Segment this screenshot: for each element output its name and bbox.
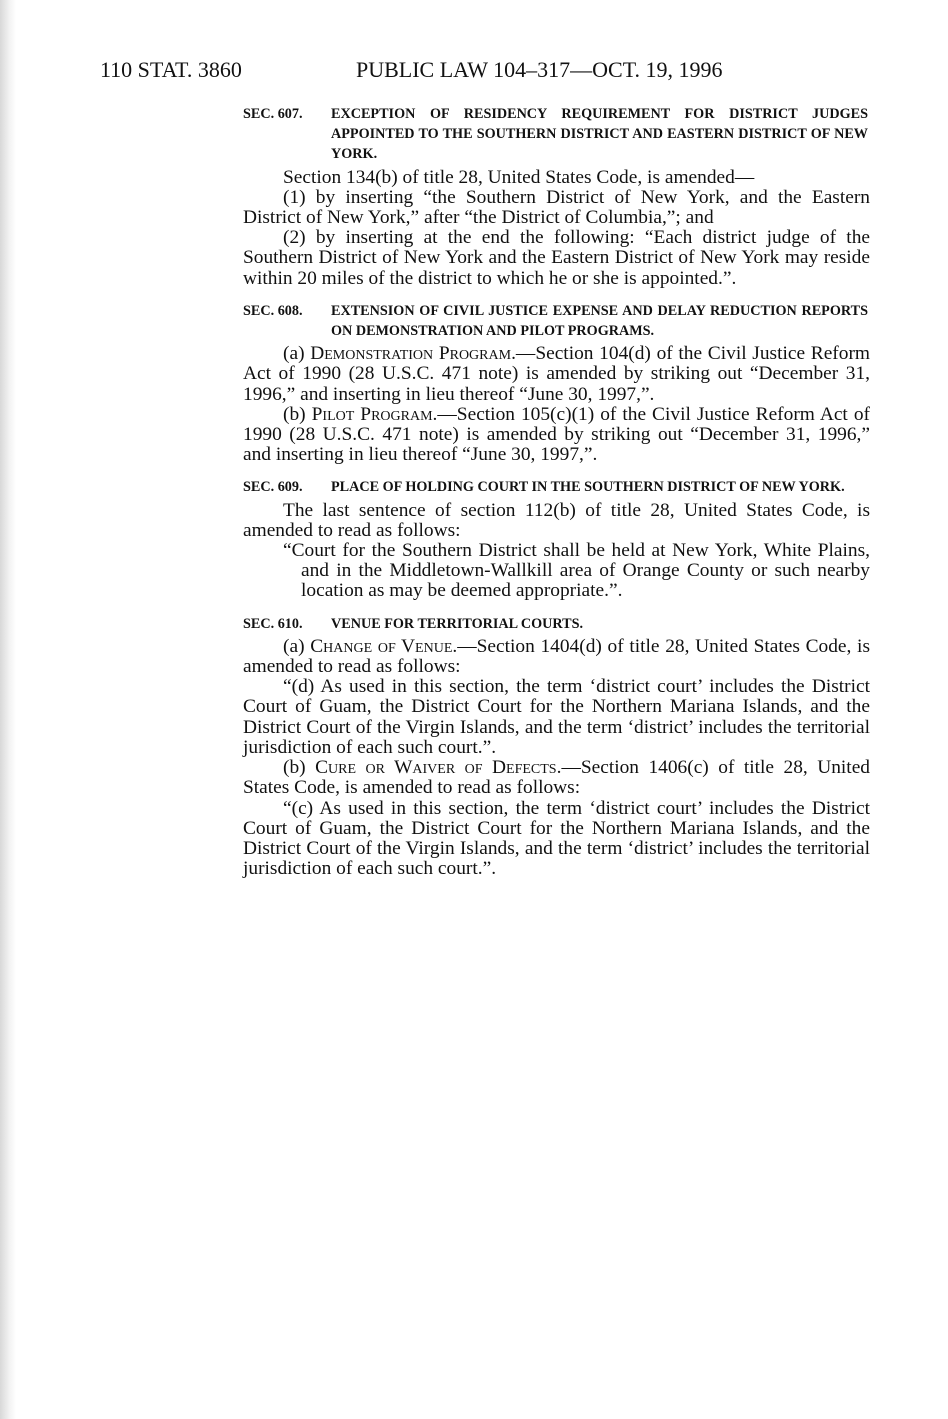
section-title: EXCEPTION OF RESIDENCY REQUIREMENT FOR DISTRICT JUDGES APPOINTED TO THE SOUTHERN DISTRICT AND EASTERN DISTRICT OF NEW YORK. (331, 106, 868, 163)
section-607-intro: Section 134(b) of title 28, United States Code, is amended— (283, 166, 755, 188)
subsection-text: —Section 1404(d) of title 28, United States Code, is amended to read as follows: (243, 635, 870, 678)
statute-page-number: 110 STAT. 3860 (100, 57, 242, 82)
section-609-heading (243, 477, 870, 497)
subsection-label: (b) (283, 403, 306, 425)
section-607-heading (243, 104, 870, 165)
section-number: SEC. 607. (243, 106, 303, 122)
public-law-citation: PUBLIC LAW 104–317—OCT. 19, 1996 (356, 57, 723, 82)
scan-edge-shadow (0, 0, 16, 1419)
section-number: SEC. 609. (243, 479, 303, 496)
section-607-paragraph-1: (1) by inserting “the Southern District of New York, and the Eastern District of New York,” after “the District of Columbia,”; and (243, 186, 870, 229)
subsection-text: —Section 105(c)(1) of the Civil Justice Reform Act of 1990 (28 U.S.C. 471 note) is amended by striking out “December 31, 1996,” and inserting in lieu thereof “June 30, 1997,”. (243, 403, 870, 466)
subsection-heading: Cure or Waiver of Defects. (315, 757, 562, 779)
section-610-subsection-a (243, 637, 870, 677)
section-number: SEC. 610. (243, 615, 303, 632)
section-number: SEC. 608. (243, 302, 303, 319)
section-609-intro: The last sentence of section 112(b) of title 28, United States Code, is amended to read as follows: (243, 499, 870, 541)
subsection-text: —Section 104(d) of the Civil Justice Reform Act of 1990 (28 U.S.C. 471 note) is amended by striking out “December 31, 1996,” and inserting in lieu thereof “June 30, 1997,”. (243, 343, 870, 405)
section-607-paragraph-2: (2) by inserting at the end the following: “Each district judge of the Southern District of New York and the Eastern District of New York may reside within 20 miles of the district to which he or she is appointed.”. (243, 227, 870, 289)
section-608-subsection-a (243, 344, 870, 405)
section-610-subsection-a-quote: “(d) As used in this section, the term ‘district court’ includes the District Court of Guam, the District Court for the Northern Mariana Islands, and the District Court of the Virgin Islands, and the term ‘district’ includes the territorial jurisdiction of each such court.”. (243, 676, 870, 758)
subsection-label: (b) (283, 757, 306, 779)
section-610-subsection-b (243, 758, 870, 798)
subsection-heading: Pilot Program. (311, 403, 438, 425)
section-608-heading (243, 301, 870, 341)
document-body (243, 104, 870, 879)
subsection-label: (a) (283, 635, 305, 657)
section-610-subsection-b-quote: “(c) As used in this section, the term ‘district court’ includes the District Court of Guam, the District Court for the Northern Mariana Islands, and the District Court of the Virgin Islands, and the term ‘district’ includes the territorial jurisdiction of each such court.”. (243, 797, 870, 880)
section-608-subsection-b (243, 405, 870, 466)
section-title: PLACE OF HOLDING COURT IN THE SOUTHERN DISTRICT OF NEW YORK. (331, 479, 845, 496)
subsection-text: —Section 1406(c) of title 28, United States Code, is amended to read as follows: (243, 757, 870, 799)
subsection-label: (a) (283, 343, 305, 365)
subsection-heading: Demonstration Program. (310, 343, 516, 365)
section-title: VENUE FOR TERRITORIAL COURTS. (331, 615, 584, 632)
section-610-heading (243, 614, 870, 634)
subsection-heading: Change of Venue. (310, 635, 458, 657)
section-609-quoted-text: “Court for the Southern District shall be held at New York, White Plains, and in the Middletown-Wallkill area of Orange County or such nearby location as may be deemed appropriate.”. (283, 540, 870, 602)
section-title: EXTENSION OF CIVIL JUSTICE EXPENSE AND DELAY REDUCTION REPORTS ON DEMONSTRATION AND PILOT PROGRAMS. (331, 302, 868, 340)
